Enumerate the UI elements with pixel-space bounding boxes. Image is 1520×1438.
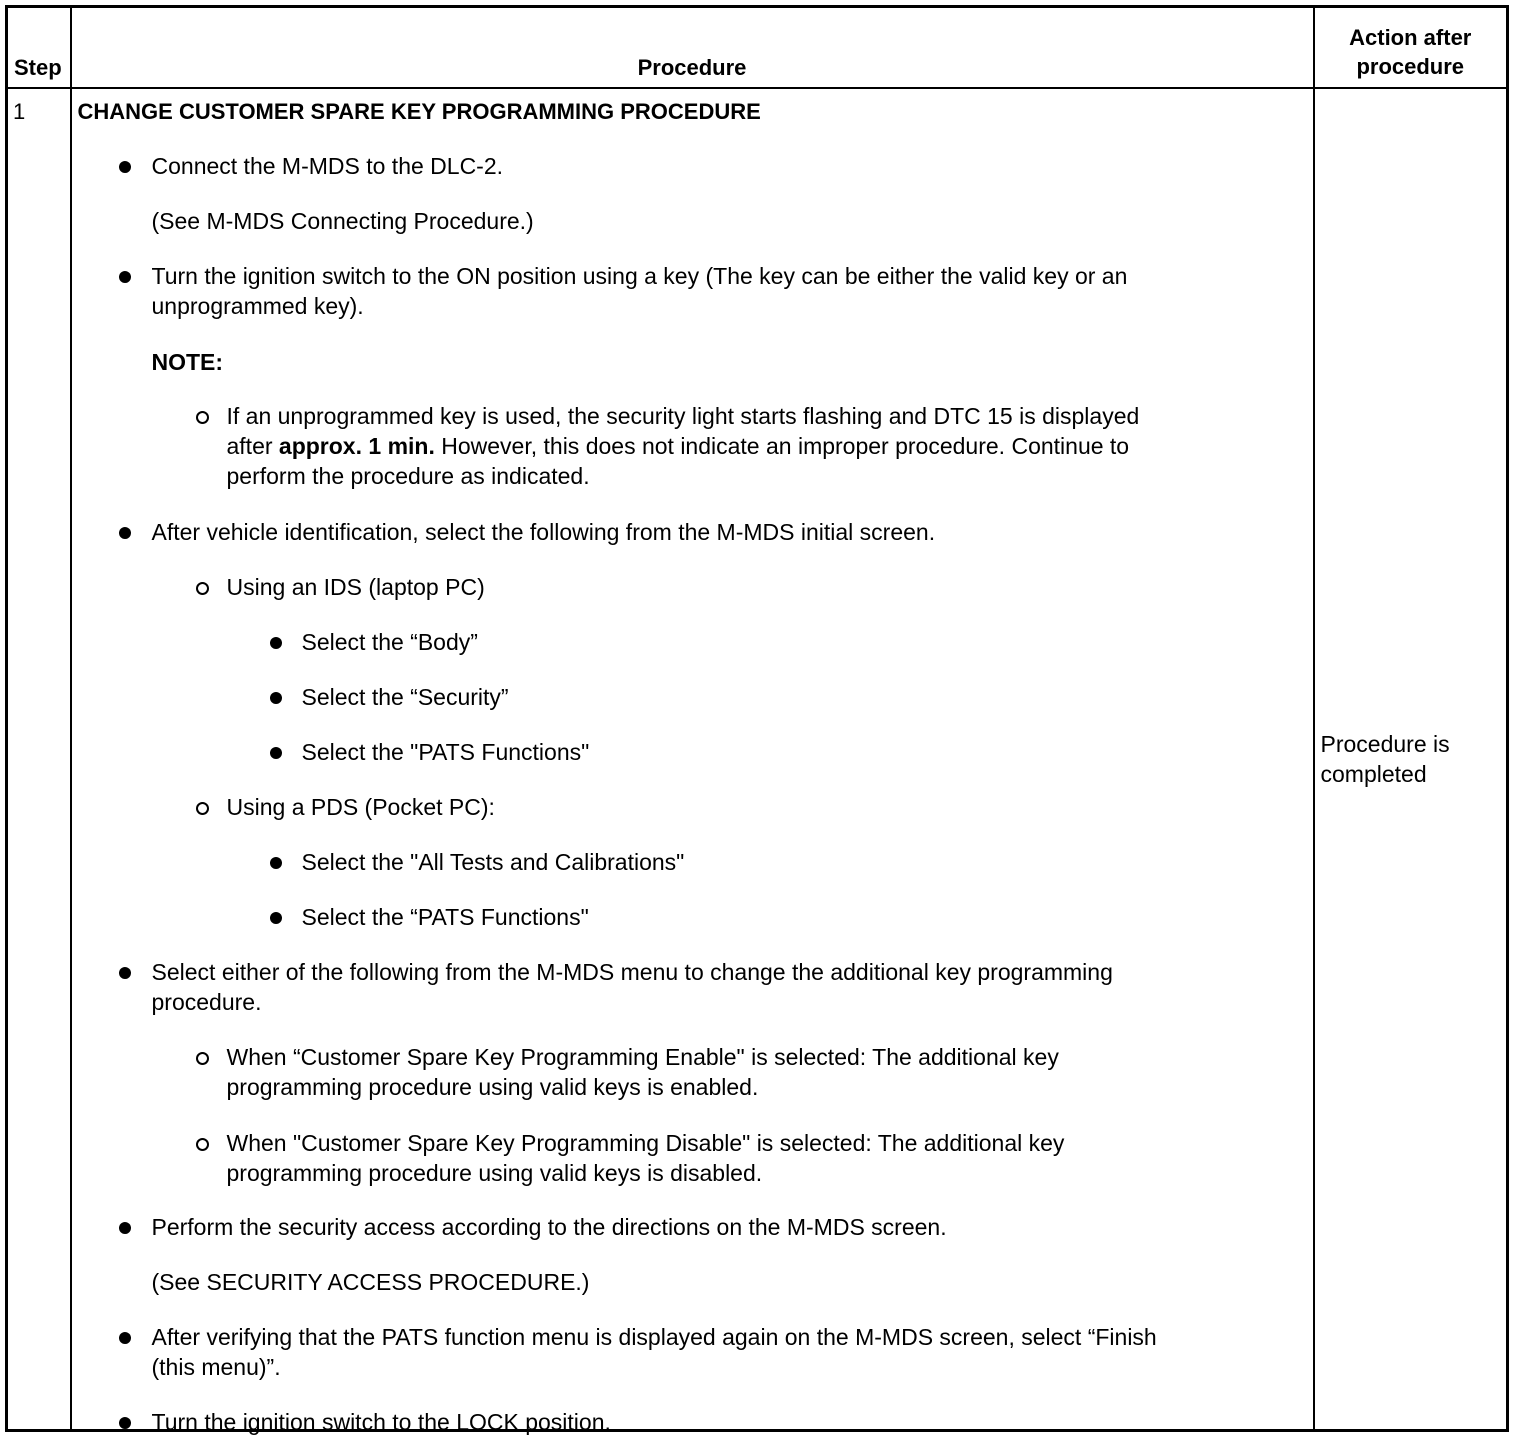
header-action-line1: Action after [1349,25,1472,50]
sub-list-item: Using an IDS (laptop PC) [226,574,485,600]
action-line1: Procedure is [1320,731,1450,757]
sub-list-item: When “Customer Spare Key Programming Enable" is selected: The additional key [226,1044,1059,1070]
list-item-continuation: unprogrammed key). [151,293,364,319]
sub-sub-list-item: Select the “Security” [301,684,509,710]
list-item: Turn the ignition switch to the ON position using a key (The key can be either the valid key or an [151,263,1128,289]
list-item: After vehicle identification, select the following from the M-MDS initial screen. [151,519,936,545]
action-line2: completed [1320,761,1427,787]
reference-text: (See M-MDS Connecting Procedure.) [151,208,534,234]
bullet-dot-icon [270,692,282,704]
reference-text: (See SECURITY ACCESS PROCEDURE.) [151,1269,590,1295]
note-line: perform the procedure as indicated. [226,463,590,489]
bullet-dot-icon [270,747,282,759]
list-item: Connect the M-MDS to the DLC-2. [151,153,504,179]
sub-sub-list-item: Select the "All Tests and Calibrations" [301,849,685,875]
bullet-dot-icon [270,912,282,924]
bullet-circle-icon [196,411,209,424]
bullet-circle-icon [196,1138,209,1151]
note-label: NOTE: [151,349,224,375]
sub-sub-list-item: Select the “PATS Functions" [301,904,589,930]
note-line [227,431,1130,461]
list-item: Perform the security access according to the directions on the M-MDS screen. [151,1214,947,1240]
bullet-dot-icon [270,637,282,649]
action-cell [1314,88,1508,1431]
procedure-table [5,5,1509,1435]
note-text: after [226,433,279,459]
bullet-circle-icon [196,1052,209,1065]
sub-sub-list-item: Select the “Body” [301,629,478,655]
sub-list-item-continuation: programming procedure using valid keys is enabled. [226,1074,759,1100]
list-item-continuation: procedure. [151,989,262,1015]
bullet-dot-icon [119,271,131,283]
header-procedure: Procedure [71,7,1314,89]
header-row [7,7,1508,89]
table-row [7,88,1508,1431]
list-item: After verifying that the PATS function menu is displayed again on the M-MDS screen, select “Finish [151,1324,1157,1350]
procedure-cell [71,88,1314,1435]
list-item: Select either of the following from the M-MDS menu to change the additional key programming [151,959,1113,985]
note-emphasis: approx. 1 min. [278,433,435,459]
list-item: Turn the ignition switch to the LOCK position. [151,1409,611,1435]
bullet-dot-icon [270,857,282,869]
bullet-dot-icon [119,1417,131,1429]
header-action-line2: procedure [1356,54,1465,79]
bullet-dot-icon [119,527,131,539]
step-number: 1 [7,88,71,1431]
bullet-circle-icon [196,802,209,815]
note-line: If an unprogrammed key is used, the security light starts flashing and DTC 15 is displayed [226,403,1140,429]
bullet-circle-icon [196,582,209,595]
header-action-after-procedure [1314,7,1508,89]
sub-list-item: When "Customer Spare Key Programming Disable" is selected: The additional key [226,1130,1065,1156]
bullet-dot-icon [119,1332,131,1344]
sub-sub-list-item: Select the "PATS Functions" [301,739,590,765]
bullet-dot-icon [119,967,131,979]
sub-list-item: Using a PDS (Pocket PC): [226,794,495,820]
header-step: Step [7,7,71,89]
bullet-dot-icon [119,161,131,173]
procedure-title: CHANGE CUSTOMER SPARE KEY PROGRAMMING PROCEDURE [77,99,761,124]
bullet-dot-icon [119,1222,131,1234]
sub-list-item-continuation: programming procedure using valid keys is disabled. [226,1160,763,1186]
note-text: However, this does not indicate an improper procedure. Continue to [434,433,1130,459]
list-item-continuation: (this menu)”. [151,1354,281,1380]
